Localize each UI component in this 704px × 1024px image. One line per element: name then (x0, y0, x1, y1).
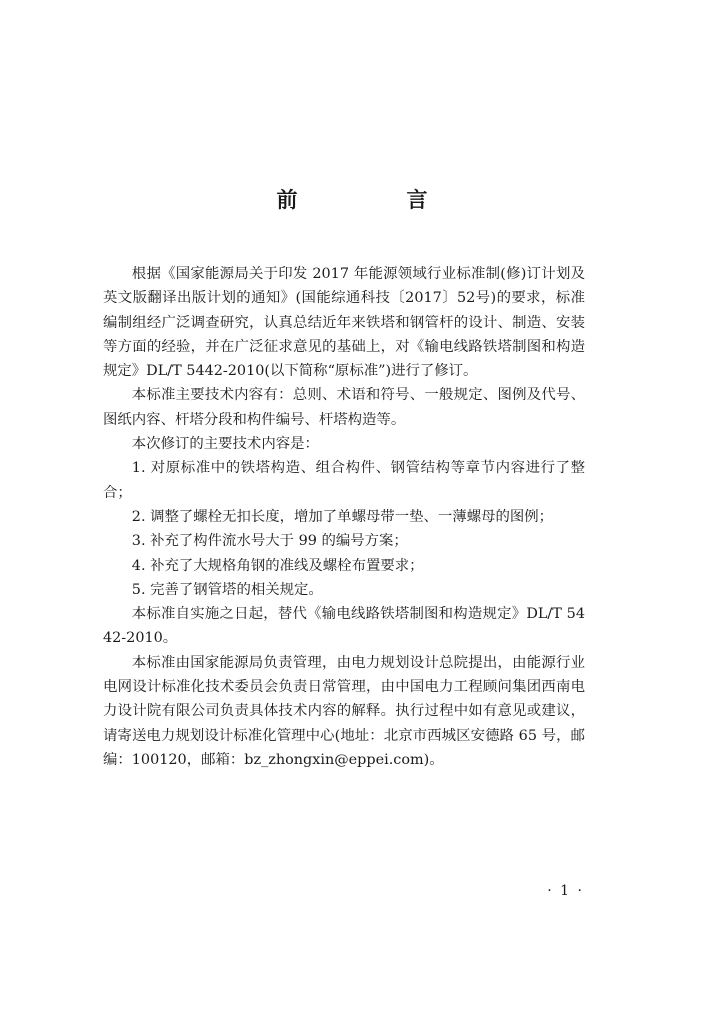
paragraph-management: 本标准由国家能源局负责管理，由电力规划设计总院提出，由能源行业电网设计标准化技术委员会负责日常管理，由中国电力工程顾问集团西南电力设计院有限公司负责具体技术内容的解释。执行过程中如有意见或建议，请寄送电力规划设计标准化管理中心(地址：北京市西城区安德路 65 号，邮编：100120，邮箱：bz_zhongxin@eppei.com)。 (103, 654, 585, 768)
paragraph-revision-item-5: 5. 完善了钢管塔的相关规定。 (131, 581, 323, 598)
paragraph-replacement: 本标准自实施之日起，替代《输电线路铁塔制图和构造规定》DL/T 5442-2010。 (103, 606, 585, 647)
body-text (103, 262, 585, 772)
paragraph-revision-item-2: 2. 调整了螺栓无扣长度，增加了单螺母带一垫、一薄螺母的图例； (131, 508, 554, 525)
page-number: · 1 · (547, 883, 584, 899)
paragraph-main-content: 本标准主要技术内容有：总则、术语和符号、一般规定、图例及代号、图纸内容、杆塔分段和构件编号、杆塔构造等。 (103, 387, 585, 428)
paragraph-basis: 根据《国家能源局关于印发 2017 年能源领域行业标准制(修)订计划及英文版翻译出版计划的通知》(国能综通科技〔2017〕52号)的要求，标准编制组经广泛调查研究，认真总结近年来铁塔和钢管杆的设计、制造、安装等方面的经验，并在广泛征求意见的基础上，对《输电线路铁塔制图和构造规定》DL/T 5442-2010(以下简称“原标准”)进行了修订。 (103, 266, 585, 380)
paragraph-revision-item-1: 1. 对原标准中的铁塔构造、组合构件、钢管结构等章节内容进行了整合； (103, 460, 585, 501)
page-title: 前 言 (276, 188, 472, 212)
paragraph-revision-item-4: 4. 补充了大规格角钢的准线及螺栓布置要求； (131, 557, 424, 574)
paragraph-revision-intro: 本次修订的主要技术内容是： (131, 436, 319, 453)
paragraph-revision-item-3: 3. 补充了构件流水号大于 99 的编号方案； (131, 533, 408, 550)
